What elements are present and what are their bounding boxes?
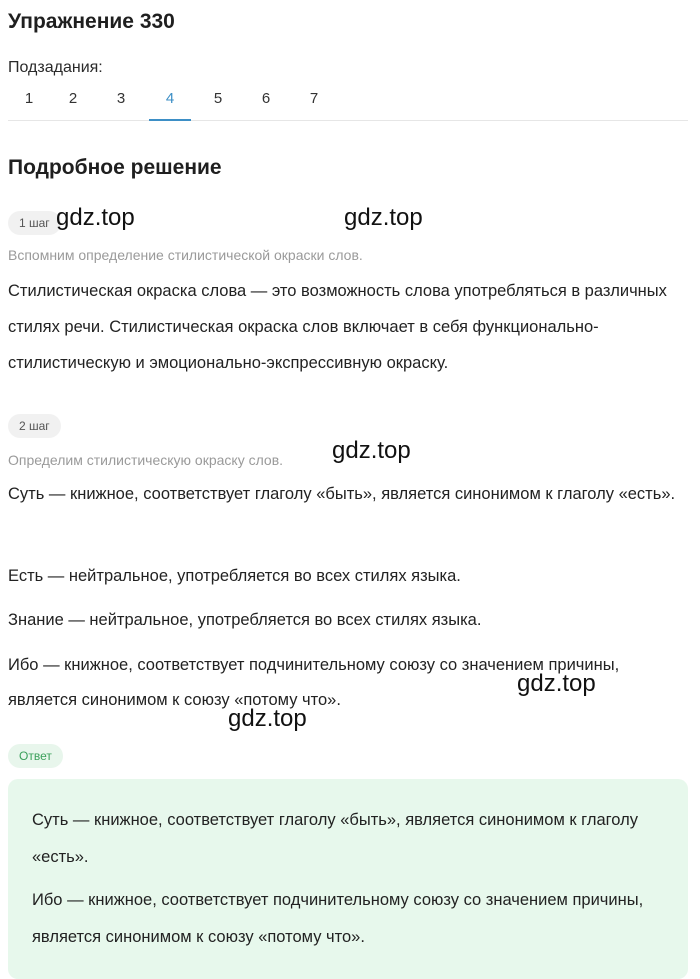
subtasks-label: Подзадания: xyxy=(8,59,103,76)
step-2-badge: 2 шаг xyxy=(8,414,61,438)
step-2-paragraph-1: Суть — книжное, соответствует глаголу «быть», является синонимом к глаголу «есть». xyxy=(8,485,676,503)
subtask-tabs xyxy=(8,84,688,121)
step-1-hint: Вспомним определение стилистической окраски слов. xyxy=(8,247,363,263)
watermark: gdz.top xyxy=(56,204,135,231)
step-1-badge: 1 шаг xyxy=(8,211,61,235)
tab-3[interactable]: 3 xyxy=(116,90,126,107)
step-2-paragraph-2: Есть — нейтральное, употребляется во всех стилях языка. xyxy=(8,567,461,585)
tab-4[interactable]: 4 xyxy=(149,90,191,120)
answer-box xyxy=(8,779,688,979)
watermark: gdz.top xyxy=(517,670,596,697)
answer-paragraph-1: Суть — книжное, соответствует глаголу «быть», является синонимом к глаголу «есть». xyxy=(32,811,638,866)
watermark: gdz.top xyxy=(228,705,307,732)
tab-1[interactable]: 1 xyxy=(24,90,34,107)
answer-badge: Ответ xyxy=(8,744,63,768)
section-title: Подробное решение xyxy=(8,156,222,179)
step-2-paragraph-3: Знание — нейтральное, употребляется во всех стилях языка. xyxy=(8,611,482,629)
tab-5[interactable]: 5 xyxy=(213,90,223,107)
tab-7[interactable]: 7 xyxy=(309,90,319,107)
tab-6[interactable]: 6 xyxy=(261,90,271,107)
step-2-paragraph-4: Ибо — книжное, соответствует подчинительному союзу со значением причины, является синонимом к союзу «потому что». xyxy=(8,656,620,709)
step-2-hint: Определим стилистическую окраску слов. xyxy=(8,452,284,468)
answer-paragraph-2: Ибо — книжное, соответствует подчинительному союзу со значением причины, является синонимом к союзу «потому что». xyxy=(32,891,644,946)
watermark: gdz.top xyxy=(332,437,411,464)
tab-2[interactable]: 2 xyxy=(68,90,78,107)
step-1-paragraph: Стилистическая окраска слова — это возможность слова употребляться в различных стилях речи. Стилистическая окраска слов включает в себя функционально-стилистическую и эмоционально-экспрессивную окраску. xyxy=(8,282,667,372)
page-title: Упражнение 330 xyxy=(8,10,175,33)
watermark: gdz.top xyxy=(344,204,423,231)
